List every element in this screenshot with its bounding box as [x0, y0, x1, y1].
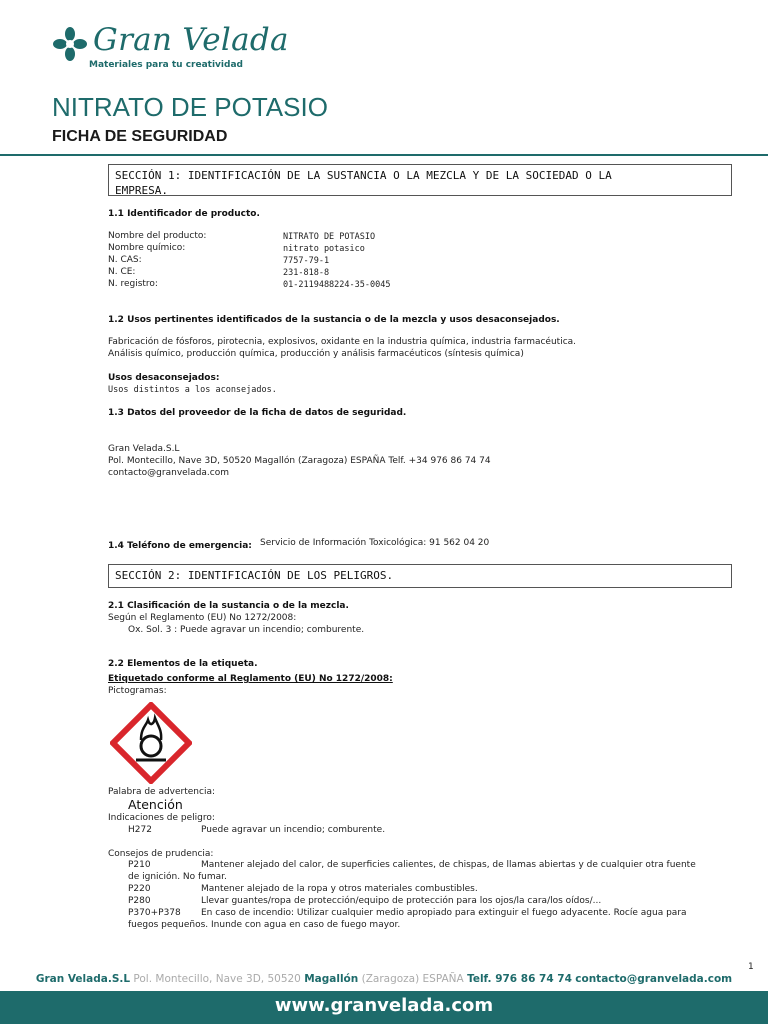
s12-heading: 1.2 Usos pertinentes identificados de la sustancia o de la mezcla y usos desaconsejados.	[108, 315, 560, 325]
hazard-text: Puede agravar un incendio; comburente.	[201, 825, 386, 835]
s22-heading: 2.2 Elementos de la etiqueta.	[108, 659, 258, 669]
row-value: 231-818-8	[283, 268, 330, 278]
header-divider	[0, 154, 768, 156]
footer-phone: Telf. 976 86 74 74	[467, 973, 572, 985]
precaution-code: P220	[128, 884, 151, 894]
row-label: N. CE:	[108, 267, 136, 277]
row-value: 01-2119488224-35-0045	[283, 280, 391, 290]
row-value: nitrato potasico	[283, 244, 365, 254]
uses-line1: Fabricación de fósforos, pirotecnia, explosivos, oxidante en la industria química, industria farmacéutica.	[108, 337, 577, 347]
footer-email[interactable]: contacto@granvelada.com	[575, 973, 733, 985]
classification: Ox. Sol. 3 : Puede agravar un incendio; comburente.	[128, 625, 365, 635]
s14-heading: 1.4 Teléfono de emergencia:	[108, 541, 252, 551]
row-value: 7757-79-1	[283, 256, 330, 266]
page-number: 1	[748, 962, 754, 972]
section1-heading-line2: EMPRESA.	[115, 184, 168, 197]
section2-heading-text: SECCIÓN 2: IDENTIFICACIÓN DE LOS PELIGROS.	[115, 569, 394, 582]
s21-heading: 2.1 Clasificación de la sustancia o de la mezcla.	[108, 601, 349, 611]
section2-heading	[108, 564, 732, 588]
page-title: NITRATO DE POTASIO	[52, 92, 328, 122]
precaution-text: Llevar guantes/ropa de protección/equipo de protección para los ojos/la cara/los oídos/...	[201, 896, 602, 906]
signal-label: Palabra de advertencia:	[108, 787, 216, 797]
row-value: NITRATO DE POTASIO	[283, 232, 376, 242]
precaution-text: Mantener alejado del calor, de superficies calientes, de chispas, de llamas abiertas y de cualquier otra fuente	[201, 860, 696, 870]
page-subtitle: FICHA DE SEGURIDAD	[52, 128, 228, 145]
footer-company: Gran Velada.S.L	[35, 973, 131, 985]
flower-logo-icon	[52, 26, 88, 62]
supplier-address: Pol. Montecillo, Nave 3D, 50520 Magallón (Zaragoza) ESPAÑA Telf. +34 976 86 74 74	[108, 456, 491, 466]
hazard-code: H272	[128, 825, 152, 835]
pictograms-label: Pictogramas:	[108, 686, 167, 696]
unadvised-value: Usos distintos a los aconsejados.	[108, 385, 277, 395]
row-label: Nombre del producto:	[108, 231, 207, 241]
footer-address: Pol. Montecillo, Nave 3D, 50520	[133, 973, 301, 985]
footer-city: Magallón	[304, 973, 359, 985]
footer-region: (Zaragoza) ESPAÑA	[361, 973, 464, 985]
footer-contact	[0, 973, 768, 985]
section1-heading-line1: SECCIÓN 1: IDENTIFICACIÓN DE LA SUSTANCIA O LA MEZCLA Y DE LA SOCIEDAD O LA	[115, 169, 612, 182]
precaution-code: P210	[128, 860, 151, 870]
label-regulation: Etiquetado conforme al Reglamento (EU) No 1272/2008:	[108, 674, 393, 684]
supplier-name: Gran Velada.S.L	[108, 444, 180, 454]
oxidizer-pictogram-icon	[110, 702, 192, 784]
row-label: N. registro:	[108, 279, 158, 289]
brand-name: Gran Velada	[93, 22, 289, 58]
precaution-text: Mantener alejado de la ropa y otros materiales combustibles.	[201, 884, 478, 894]
precaution-cont: fuegos pequeños. Inunde con agua en caso de fuego mayor.	[128, 920, 401, 930]
s13-heading: 1.3 Datos del proveedor de la ficha de datos de seguridad.	[108, 408, 407, 418]
brand-tagline: Materiales para tu creatividad	[89, 60, 243, 70]
precaution-label: Consejos de prudencia:	[108, 849, 214, 859]
hazard-label: Indicaciones de peligro:	[108, 813, 215, 823]
s11-heading: 1.1 Identificador de producto.	[108, 209, 260, 219]
supplier-email: contacto@granvelada.com	[108, 468, 230, 478]
row-label: N. CAS:	[108, 255, 142, 265]
unadvised-label: Usos desaconsejados:	[108, 373, 220, 383]
precaution-text: En caso de incendio: Utilizar cualquier medio apropiado para extinguir el fuego adyacente. Rocíe agua para	[201, 908, 687, 918]
row-label: Nombre químico:	[108, 243, 186, 253]
precaution-code: P370+P378	[128, 908, 181, 918]
signal-word: Atención	[128, 797, 183, 812]
precaution-code: P280	[128, 896, 151, 906]
precaution-cont: de ignición. No fumar.	[128, 872, 227, 882]
emergency-phone: Servicio de Información Toxicológica: 91 562 04 20	[260, 538, 490, 548]
section1-heading	[108, 164, 732, 196]
regulation: Según el Reglamento (EU) No 1272/2008:	[108, 613, 297, 623]
uses-line2: Análisis químico, producción química, producción y análisis farmacéuticos (síntesis química)	[108, 349, 524, 359]
footer-website-link[interactable]: www.granvelada.com	[274, 995, 494, 1016]
